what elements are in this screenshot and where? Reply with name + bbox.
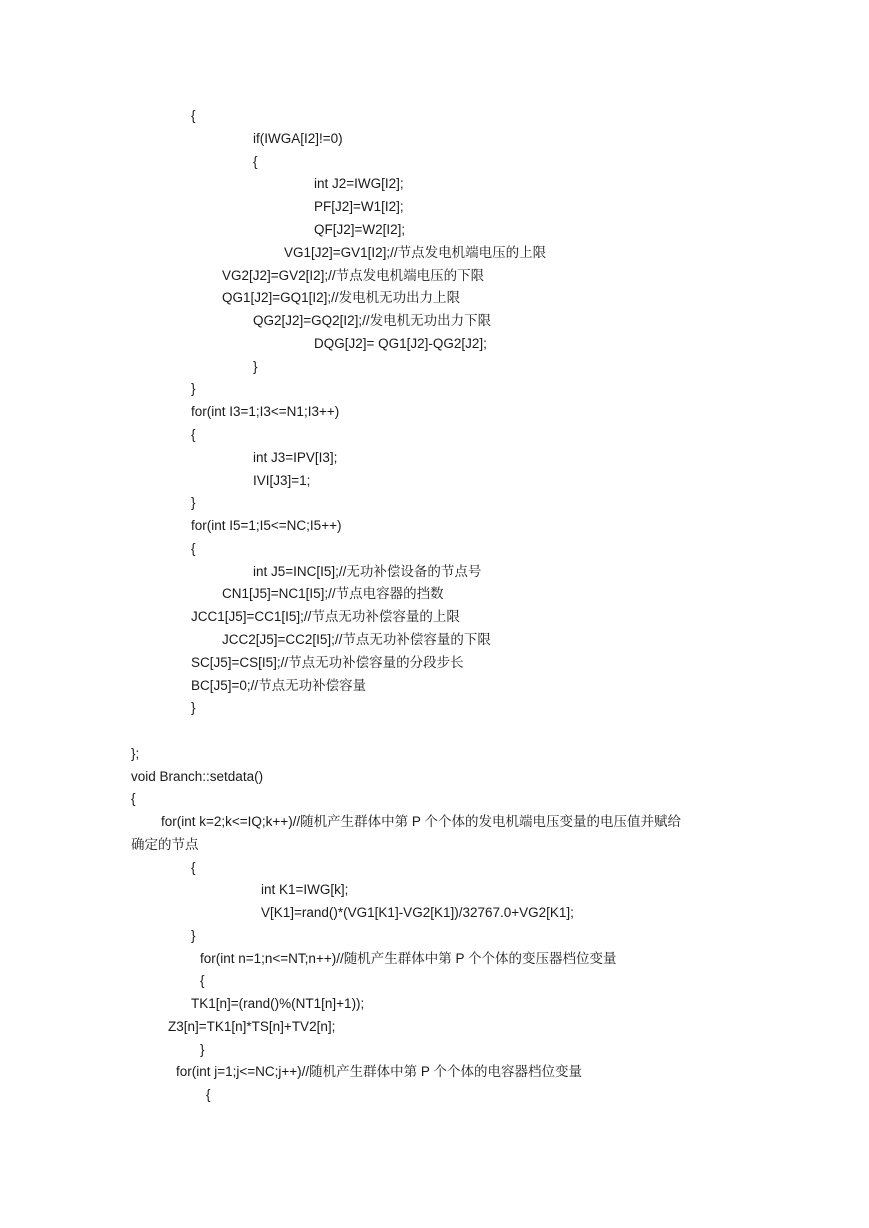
code-line: void Branch::setdata() xyxy=(131,769,264,784)
code-line: for(int I5=1;I5<=NC;I5++) xyxy=(191,518,342,533)
code-line: { xyxy=(191,427,196,442)
code-line: }; xyxy=(131,746,140,761)
code-line: VG2[J2]=GV2[I2];//节点发电机端电压的下限 xyxy=(222,268,485,283)
code-line: TK1[n]=(rand()%(NT1[n]+1)); xyxy=(191,996,365,1011)
code-line: for(int n=1;n<=NT;n++)//随机产生群体中第 P 个个体的变压器档位变量 xyxy=(200,951,617,966)
code-line: JCC1[J5]=CC1[I5];//节点无功补偿容量的上限 xyxy=(191,609,460,624)
code-line: int J2=IWG[I2]; xyxy=(314,176,404,191)
code-line: if(IWGA[I2]!=0) xyxy=(253,131,343,146)
code-line: DQG[J2]= QG1[J2]-QG2[J2]; xyxy=(314,336,487,351)
code-line: } xyxy=(200,1042,205,1057)
code-line: for(int k=2;k<=IQ;k++)//随机产生群体中第 P 个个体的发电机端电压变量的电压值并赋给 xyxy=(161,814,681,829)
code-line: QG2[J2]=GQ2[I2];//发电机无功出力下限 xyxy=(253,313,492,328)
code-line: V[K1]=rand()*(VG1[K1]-VG2[K1])/32767.0+VG2[K1]; xyxy=(261,905,574,920)
code-line: for(int I3=1;I3<=N1;I3++) xyxy=(191,404,340,419)
code-line: Z3[n]=TK1[n]*TS[n]+TV2[n]; xyxy=(168,1019,336,1034)
code-line: { xyxy=(200,973,205,988)
code-line: { xyxy=(206,1087,211,1102)
code-line: 确定的节点 xyxy=(131,837,199,852)
code-line: } xyxy=(191,495,196,510)
code-line: int J3=IPV[I3]; xyxy=(253,450,338,465)
code-line: { xyxy=(191,541,196,556)
code-line: SC[J5]=CS[I5];//节点无功补偿容量的分段步长 xyxy=(191,655,464,670)
code-line: IVI[J3]=1; xyxy=(253,473,311,488)
code-line: { xyxy=(191,860,196,875)
code-line: for(int j=1;j<=NC;j++)//随机产生群体中第 P 个个体的电容器档位变量 xyxy=(176,1064,582,1079)
code-line: QG1[J2]=GQ1[I2];//发电机无功出力上限 xyxy=(222,290,461,305)
code-line: } xyxy=(253,359,258,374)
code-line: } xyxy=(191,928,196,943)
code-line: PF[J2]=W1[I2]; xyxy=(314,199,404,214)
code-line: } xyxy=(191,381,196,396)
code-line: { xyxy=(253,154,258,169)
code-line: QF[J2]=W2[I2]; xyxy=(314,222,406,237)
code-line: int K1=IWG[k]; xyxy=(261,882,349,897)
code-line: int J5=INC[I5];//无功补偿设备的节点号 xyxy=(253,564,482,579)
code-line: { xyxy=(191,108,196,123)
code-line: JCC2[J5]=CC2[I5];//节点无功补偿容量的下限 xyxy=(222,632,491,647)
code-line: { xyxy=(131,791,136,806)
code-line: VG1[J2]=GV1[I2];//节点发电机端电压的上限 xyxy=(284,245,547,260)
code-line: CN1[J5]=NC1[I5];//节点电容器的挡数 xyxy=(222,586,444,601)
code-line: BC[J5]=0;//节点无功补偿容量 xyxy=(191,678,367,693)
code-line: } xyxy=(191,700,196,715)
